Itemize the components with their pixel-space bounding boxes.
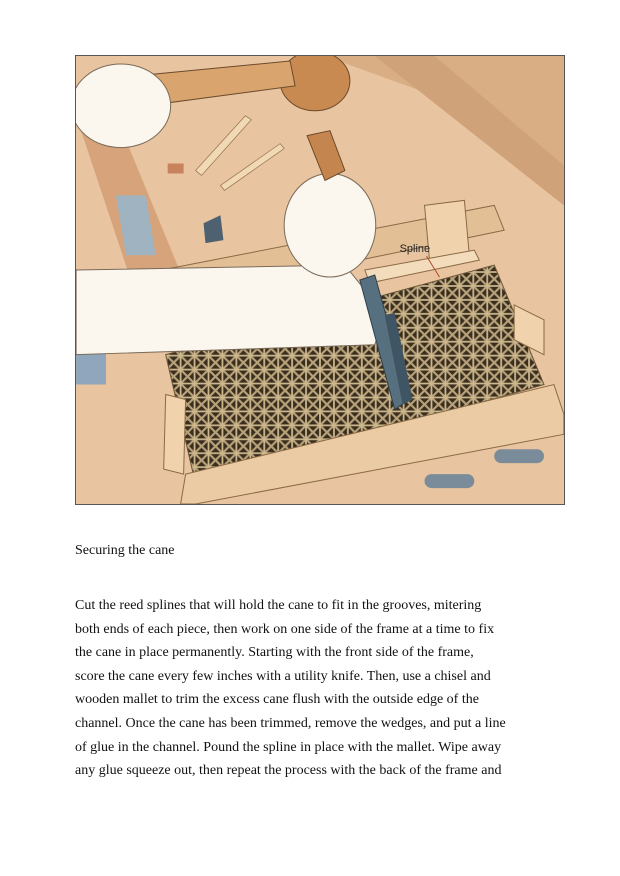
- body-line: Cut the reed splines that will hold the cane to fit in the grooves, mitering: [75, 598, 482, 613]
- body-line: score the cane every few inches with a utility knife. Then, use a chisel and: [75, 668, 491, 684]
- wedge-left: [164, 394, 186, 474]
- clamp-handle: [494, 449, 544, 463]
- body-paragraph: [75, 594, 555, 783]
- body-line: channel. Once the cane has been trimmed, remove the wedges, and put a line: [75, 715, 506, 731]
- section-heading: Securing the cane: [75, 543, 175, 558]
- upper-hand: [76, 64, 171, 148]
- clamp-handle: [425, 474, 475, 488]
- body-line: of glue in the channel. Pound the spline in place with the mallet. Wipe away: [75, 739, 502, 755]
- body-line: wooden mallet to trim the excess cane flush with the outside edge of the: [75, 692, 479, 708]
- chair-caning-illustration: [76, 56, 564, 504]
- reed-scrap: [168, 164, 184, 174]
- hand: [284, 173, 376, 277]
- frame-post: [425, 200, 470, 260]
- arm: [76, 265, 385, 355]
- body-line: both ends of each piece, then work on one side of the frame at a time to fix: [75, 621, 495, 637]
- illustration-figure: [75, 55, 565, 505]
- body-line: the cane in place permanently. Starting with the front side of the frame,: [75, 645, 474, 661]
- body-line: any glue squeeze out, then repeat the process with the back of the frame and: [75, 763, 502, 779]
- spline-callout-label: Spline: [399, 243, 431, 256]
